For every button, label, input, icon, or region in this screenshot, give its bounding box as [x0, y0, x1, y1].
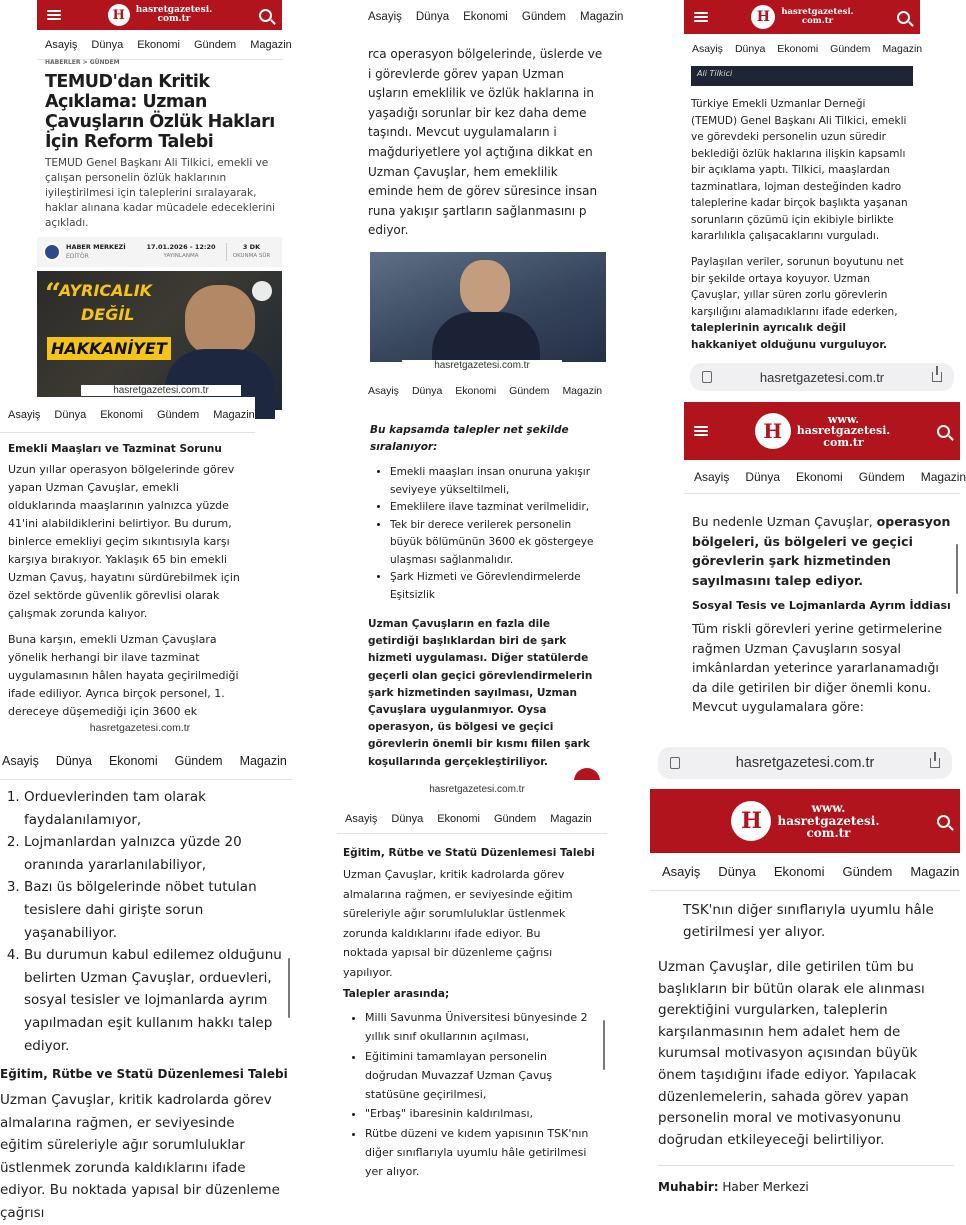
- site-header: [37, 0, 282, 30]
- nav-dunya[interactable]: Dünya: [745, 469, 781, 484]
- article-lead: TEMUD Genel Başkanı Ali Tilkici, emekli ve çalışan personelin özlük haklarının iyileştirilmesi için taleplerini sıralayarak, haklar alınana kadar mücadele edeceklerini açıkladı.: [45, 157, 276, 229]
- page-icon: [670, 757, 680, 769]
- site-logo[interactable]: [751, 5, 853, 29]
- nav-asayis[interactable]: Asayiş: [694, 469, 730, 484]
- scrollbar[interactable]: [956, 544, 958, 594]
- nav-magazin[interactable]: Magazin: [562, 385, 603, 397]
- logo-name: hasretgazetesi.: [781, 7, 854, 18]
- nav-magazin[interactable]: Magazin: [882, 43, 923, 55]
- nav-asayis[interactable]: Asayiş: [368, 385, 399, 397]
- nav-dunya[interactable]: Dünya: [411, 385, 443, 397]
- site-logo[interactable]: [108, 4, 213, 26]
- paragraph: [692, 512, 954, 590]
- list-title: Talepler arasında;: [343, 988, 450, 1000]
- logo-emblem-icon: H: [751, 5, 775, 29]
- site-header: [684, 402, 960, 460]
- list-item: 4. Bu durumun kabul edilemez olduğunu belirten Uzman Çavuşlar, orduevleri, sosyal tesisler ve lojmanlarda ayrım yapılmadan eşit kullanım hakkı talep ediyor.: [24, 944, 282, 1057]
- page-icon: [702, 371, 712, 383]
- nav-gundem[interactable]: Gündem: [174, 753, 223, 768]
- menu-icon[interactable]: [47, 10, 61, 20]
- category-nav: [37, 30, 292, 60]
- nav-ekonomi[interactable]: Ekonomi: [137, 38, 180, 51]
- address-bar[interactable]: [658, 747, 952, 779]
- nav-asayis[interactable]: Asayiş: [368, 11, 402, 23]
- reporter-line: [658, 1165, 954, 1194]
- paragraph-bold: taleplerinin ayrıcalık değil hakkaniyet olduğunu vurguluyor.: [691, 322, 888, 351]
- list-item: • Eğitimini tamamlayan personelin doğrudan Muvazzaf Uzman Çavuş statüsüne geçirilmesi,: [365, 1047, 601, 1105]
- share-icon[interactable]: [932, 372, 942, 382]
- read-time: 3 DK: [242, 243, 261, 251]
- nav-gundem[interactable]: Gündem: [494, 812, 537, 825]
- search-icon[interactable]: [937, 425, 950, 438]
- nav-gundem[interactable]: Gündem: [521, 11, 566, 23]
- breadcrumb[interactable]: HABERLER > GÜNDEM: [45, 59, 120, 66]
- nav-ekonomi[interactable]: Ekonomi: [437, 812, 480, 825]
- paragraph-text: Bu nedenle Uzman Çavuşlar,: [692, 514, 873, 529]
- banner-line-1: AYRICALIK: [59, 281, 153, 300]
- nav-dunya[interactable]: Dünya: [718, 864, 756, 879]
- search-icon[interactable]: [897, 11, 910, 24]
- section-heading: Sosyal Tesis ve Lojmanlarda Ayrım İddiası: [692, 599, 951, 612]
- nav-ekonomi[interactable]: Ekonomi: [463, 11, 508, 23]
- article-title: TEMUD'dan Kritik Açıklama: Uzman Çavuşların Özlük Hakları İçin Reform Talebi: [45, 72, 275, 152]
- article-meta: [37, 237, 282, 267]
- paragraph: Buna karşın, emekli Uzman Çavuşlara yönelik herhangi bir ilave tazminat uygulamasının hâlen hayata geçirilmediği ifade ediliyor. Ayrıca birçok personel, 1. dereceye düşemediği için 3600 ek: [8, 633, 239, 718]
- category-nav: [684, 34, 923, 64]
- author-name[interactable]: HABER MERKEZİ: [66, 243, 126, 251]
- paragraph: rca operasyon bölgelerinde, üslerde ve i görevlerde görev yapan Uzman uşların emeklilik ve özlük haklarına in yaşadığı sorunlar bir kez daha deme taşındı. Mevcut uygulamaların i mağduriyetlere yol açtığına dikkat en Uzman Çavuşlar, hem emeklilik eminde hem de görev süresince insan runa yakışır şartların sağlanmasını p ediyor.: [368, 47, 603, 238]
- list-item: • Emekli maaşları insan onuruna yakışır seviyeye yükseltilmeli,: [390, 464, 598, 499]
- nav-asayis[interactable]: Asayiş: [2, 753, 39, 768]
- logo-emblem-icon: H: [108, 4, 130, 26]
- screenshot-panel-7: [0, 742, 292, 1221]
- search-icon[interactable]: [937, 815, 950, 828]
- share-icon[interactable]: [930, 758, 940, 768]
- paragraph-bold: operasyon bölgeleri, üs bölgeleri ve geçici görevlerin şark hizmetinden sayılmasını talep ediyor.: [692, 514, 951, 588]
- banner-line-2: DEĞİL: [81, 305, 135, 324]
- paragraph: Uzman Çavuşlar, kritik kadrolarda görev almalarına rağmen, er seviyesinde eğitim süreleriyle ağır sorumluluklar üstlenmek zorunda kaldıklarını ifade ediyor. Bu noktada yapısal bir düzenleme çağrısı: [0, 1092, 280, 1221]
- nav-magazin[interactable]: Magazin: [910, 864, 960, 879]
- nav-magazin[interactable]: Magazin: [213, 408, 255, 421]
- photo-caption: Ali Tilkici: [697, 69, 733, 78]
- nav-gundem[interactable]: Gündem: [830, 43, 871, 55]
- nav-magazin[interactable]: Magazin: [579, 11, 624, 23]
- ordered-list: [2, 786, 282, 1057]
- screenshot-panel-2: [362, 0, 624, 250]
- nav-magazin[interactable]: Magazin: [550, 812, 592, 825]
- search-icon[interactable]: [259, 9, 272, 22]
- logo-top: www.: [811, 801, 846, 816]
- nav-ekonomi[interactable]: Ekonomi: [108, 753, 158, 768]
- site-logo[interactable]: [755, 413, 891, 449]
- logo-tld: com.tr: [157, 14, 191, 24]
- screenshot-panel-8: [337, 780, 607, 1200]
- photo-strip: [691, 66, 913, 86]
- list-item: • Rütbe düzeni ve kıdem yapısının TSK'nın diğer sınıflarıyla uyumlu hâle getirilmesi yer alıyor.: [365, 1124, 601, 1182]
- section-heading: Eğitim, Rütbe ve Statü Düzenlemesi Talebi: [0, 1067, 288, 1081]
- list-item: 3. Bazı üs bölgelerinde nöbet tutulan tesislere dahi girişte sorun yaşanabiliyor.: [24, 876, 282, 944]
- category-nav: [0, 742, 292, 780]
- url-label: hasretgazetesi.com.tr: [397, 784, 557, 795]
- nav-ekonomi[interactable]: Ekonomi: [100, 408, 143, 421]
- category-nav: [337, 804, 607, 834]
- site-logo[interactable]: [731, 801, 879, 841]
- nav-gundem[interactable]: Gündem: [157, 408, 200, 421]
- address-bar[interactable]: [690, 363, 954, 391]
- paragraph-text: Paylaşılan veriler, sorunun boyutunu net bir şekilde ortaya koyuyor. Uzman Çavuşlar, yıllar süren zorlu görevlerin karşılığını alamadıklarını ifade ederken,: [691, 256, 904, 318]
- fullscreen-icon[interactable]: [252, 281, 272, 301]
- read-label: OKUNMA SÜR: [232, 253, 271, 259]
- logo-name: hasretgazetesi.: [796, 424, 891, 438]
- nav-dunya[interactable]: Dünya: [91, 38, 124, 51]
- nav-asayis[interactable]: Asayiş: [45, 38, 78, 51]
- paragraph: Uzun yıllar operasyon bölgelerinde görev yapan Uzman Çavuşlar, emekli olduklarında maaşlarının yalnızca yüzde 41'ini alabildiklerini belirtiyor. Bu durum, binlerce emekliyi geçim sıkıntısıyla karşı karşıya bırakıyor. Yaklaşık 65 bin emekli Uzman Çavuş, hayatını sürdürebilmek için özel sektörde güvenlik görevlisi olarak çalışmak zorunda kalıyor.: [8, 463, 240, 620]
- section-heading: Emekli Maaşları ve Tazminat Sorunu: [8, 443, 222, 455]
- nav-magazin[interactable]: Magazin: [920, 469, 966, 484]
- address-text[interactable]: hasretgazetesi.com.tr: [735, 755, 875, 771]
- reporter-label: Muhabir:: [658, 1180, 719, 1194]
- bullet-list: [343, 1008, 601, 1182]
- screenshot-panel-4: [0, 397, 255, 737]
- publish-label: YAYINLANMA: [163, 253, 199, 259]
- nav-dunya[interactable]: Dünya: [54, 408, 87, 421]
- paragraph: Tüm riskli görevleri yerine getirmelerine rağmen Uzman Çavuşların sosyal imkânlardan yeterince yararlanamadığı da dile getirilen bir diğer önemli konu. Mevcut uygulamalara göre:: [692, 621, 943, 714]
- author-role: EDİTÖR: [66, 253, 89, 260]
- url-label: hasretgazetesi.com.tr: [60, 722, 220, 734]
- publish-date: 17.01.2026 - 12:20: [146, 243, 216, 251]
- bullet-list: [368, 464, 598, 604]
- photo-person-head: [460, 260, 510, 315]
- list-item: • Tek bir derece verilerek personelin büyük bölümünün 3600 ek göstergeye ulaşması sağlanmalıdır.: [390, 517, 598, 570]
- category-nav: [362, 376, 608, 406]
- nav-ekonomi[interactable]: Ekonomi: [777, 43, 819, 55]
- url-label: hasretgazetesi.com.tr: [402, 360, 562, 371]
- article-hero-image: “ AYRICALIK DEĞİL HAKKANİYET: [37, 271, 282, 410]
- banner-line-3: HAKKANİYET: [47, 337, 171, 360]
- nav-magazin[interactable]: Magazin: [250, 38, 292, 51]
- list-item: • Şark Hizmeti ve Görevlendirmelerde Eşitsizlik: [390, 569, 598, 604]
- address-text[interactable]: hasretgazetesi.com.tr: [759, 369, 885, 385]
- list-item: • "Erbaş" ibaresinin kaldırılması,: [365, 1104, 601, 1123]
- category-nav: [684, 460, 966, 494]
- nav-asayis[interactable]: Asayiş: [662, 864, 701, 879]
- menu-icon[interactable]: [694, 12, 708, 22]
- nav-dunya[interactable]: Dünya: [55, 753, 92, 768]
- list-item: • Emeklilere ilave tazminat verilmelidir,: [390, 499, 598, 517]
- paragraph: [691, 254, 913, 353]
- hero-person-figure: [185, 285, 255, 355]
- site-header: [650, 789, 960, 853]
- author-avatar: [43, 243, 61, 261]
- list-item: 1. Orduevlerinden tam olarak faydalanılamıyor,: [24, 786, 282, 831]
- nav-asayis[interactable]: Asayiş: [8, 408, 41, 421]
- nav-dunya[interactable]: Dünya: [391, 812, 424, 825]
- scrollbar[interactable]: [288, 958, 290, 1018]
- list-continuation: TSK'nın diğer sınıflarıyla uyumlu hâle getirilmesi yer alıyor.: [683, 902, 934, 940]
- logo-name: hasretgazetesi.: [135, 4, 213, 15]
- category-nav: [0, 397, 255, 433]
- nav-asayis[interactable]: Asayiş: [692, 43, 723, 55]
- category-nav: [362, 0, 624, 34]
- nav-asayis[interactable]: Asayiş: [345, 812, 378, 825]
- logo-emblem-icon: H: [731, 801, 771, 841]
- logo-tld: com.tr: [801, 16, 834, 26]
- logo-tld: com.tr: [806, 826, 851, 841]
- reporter-name[interactable]: Haber Merkezi: [722, 1180, 809, 1194]
- list-intro: Bu kapsamda talepler net şekilde sıralanıyor:: [370, 424, 569, 453]
- paragraph: Uzman Çavuşlar, dile getirilen tüm bu başlıkların bir bütün olarak ele alınması gerektiğini vurgularken, taleplerin karşılanmasının hem adalet hem de kurumsal motivasyon açısından büyük önem taşıdığını ifade ediyor. Yapılacak düzenlemelerin, sahada görev yapan personelin moral ve motivasyonunu doğrudan etkileyeceği belirtiliyor.: [658, 959, 925, 1148]
- nav-gundem[interactable]: Gündem: [858, 469, 905, 484]
- logo-emblem-icon: H: [755, 413, 791, 449]
- paragraph: Türkiye Emekli Uzmanlar Derneği (TEMUD) Genel Başkanı Ali Tilkici, emekli ve görevdeki personelin uzun süredir beklediği özlük haklarına ilişkin kapsamlı bir açıklama yaptı. Tilkici, maaşlardan tazminatlara, lojman desteğinden kadro taleplerine kadar birçok başlıkta yaşanan sorunların çözümü için ekibiyle birlikte kararlılıkla çalışacaklarını vurguladı.: [691, 98, 908, 242]
- url-label: hasretgazetesi.com.tr: [81, 385, 241, 396]
- logo-top: www.: [827, 412, 860, 426]
- menu-icon[interactable]: [694, 426, 708, 436]
- category-nav: [650, 853, 960, 891]
- paragraph: Uzman Çavuşlar, kritik kadrolarda görev almalarına rağmen, er seviyesinde eğitim süreleriyle ağır sorumluluklar üstlenmek zorunda kaldıklarını ifade ediyor. Bu noktada yapısal bir düzenleme çağrısı yapılıyor.: [343, 868, 573, 979]
- nav-magazin[interactable]: Magazin: [239, 753, 287, 768]
- nav-gundem[interactable]: Gündem: [842, 864, 893, 879]
- nav-dunya[interactable]: Dünya: [415, 11, 450, 23]
- logo-tld: com.tr: [823, 435, 864, 449]
- nav-ekonomi[interactable]: Ekonomi: [796, 469, 843, 484]
- screenshot-panel-3: [684, 0, 960, 400]
- nav-gundem[interactable]: Gündem: [194, 38, 237, 51]
- scrollbar[interactable]: [603, 1020, 605, 1070]
- list-item: 2. Lojmanlardan yalnızca yüzde 20 oranında yararlanılabiliyor,: [24, 831, 282, 876]
- nav-gundem[interactable]: Gündem: [509, 385, 550, 397]
- list-item: • Milli Savunma Üniversitesi bünyesinde 2 yıllık sınıf okullarının açılması,: [365, 1008, 601, 1047]
- bold-paragraph: Uzman Çavuşların en fazla dile getirdiği başlıklardan biri de şark hizmeti uygulaması. Diğer statülerde geçerli olan geçici görevlendirmelerin şark hizmetinden sayılması, Uzman Çavuşlara uygulanmıyor. Oysa operasyon, üs bölgesi ve geçici görevlerin önemli bir kısmı fiilen şark koşullarında gerçekleştiriliyor.: [368, 618, 593, 768]
- logo-name: hasretgazetesi.: [777, 813, 880, 828]
- screenshot-panel-1: [37, 0, 292, 410]
- photo-person-suit: [432, 312, 540, 367]
- nav-dunya[interactable]: Dünya: [734, 43, 766, 55]
- nav-ekonomi[interactable]: Ekonomi: [773, 864, 825, 879]
- section-heading: Eğitim, Rütbe ve Statü Düzenlemesi Talebi: [343, 847, 595, 859]
- article-photo: [370, 252, 606, 362]
- screenshot-panel-9: [650, 785, 960, 1200]
- site-header: [684, 0, 920, 34]
- screenshot-panel-5: [362, 250, 608, 780]
- screenshot-panel-6: [684, 400, 966, 785]
- nav-ekonomi[interactable]: Ekonomi: [455, 385, 497, 397]
